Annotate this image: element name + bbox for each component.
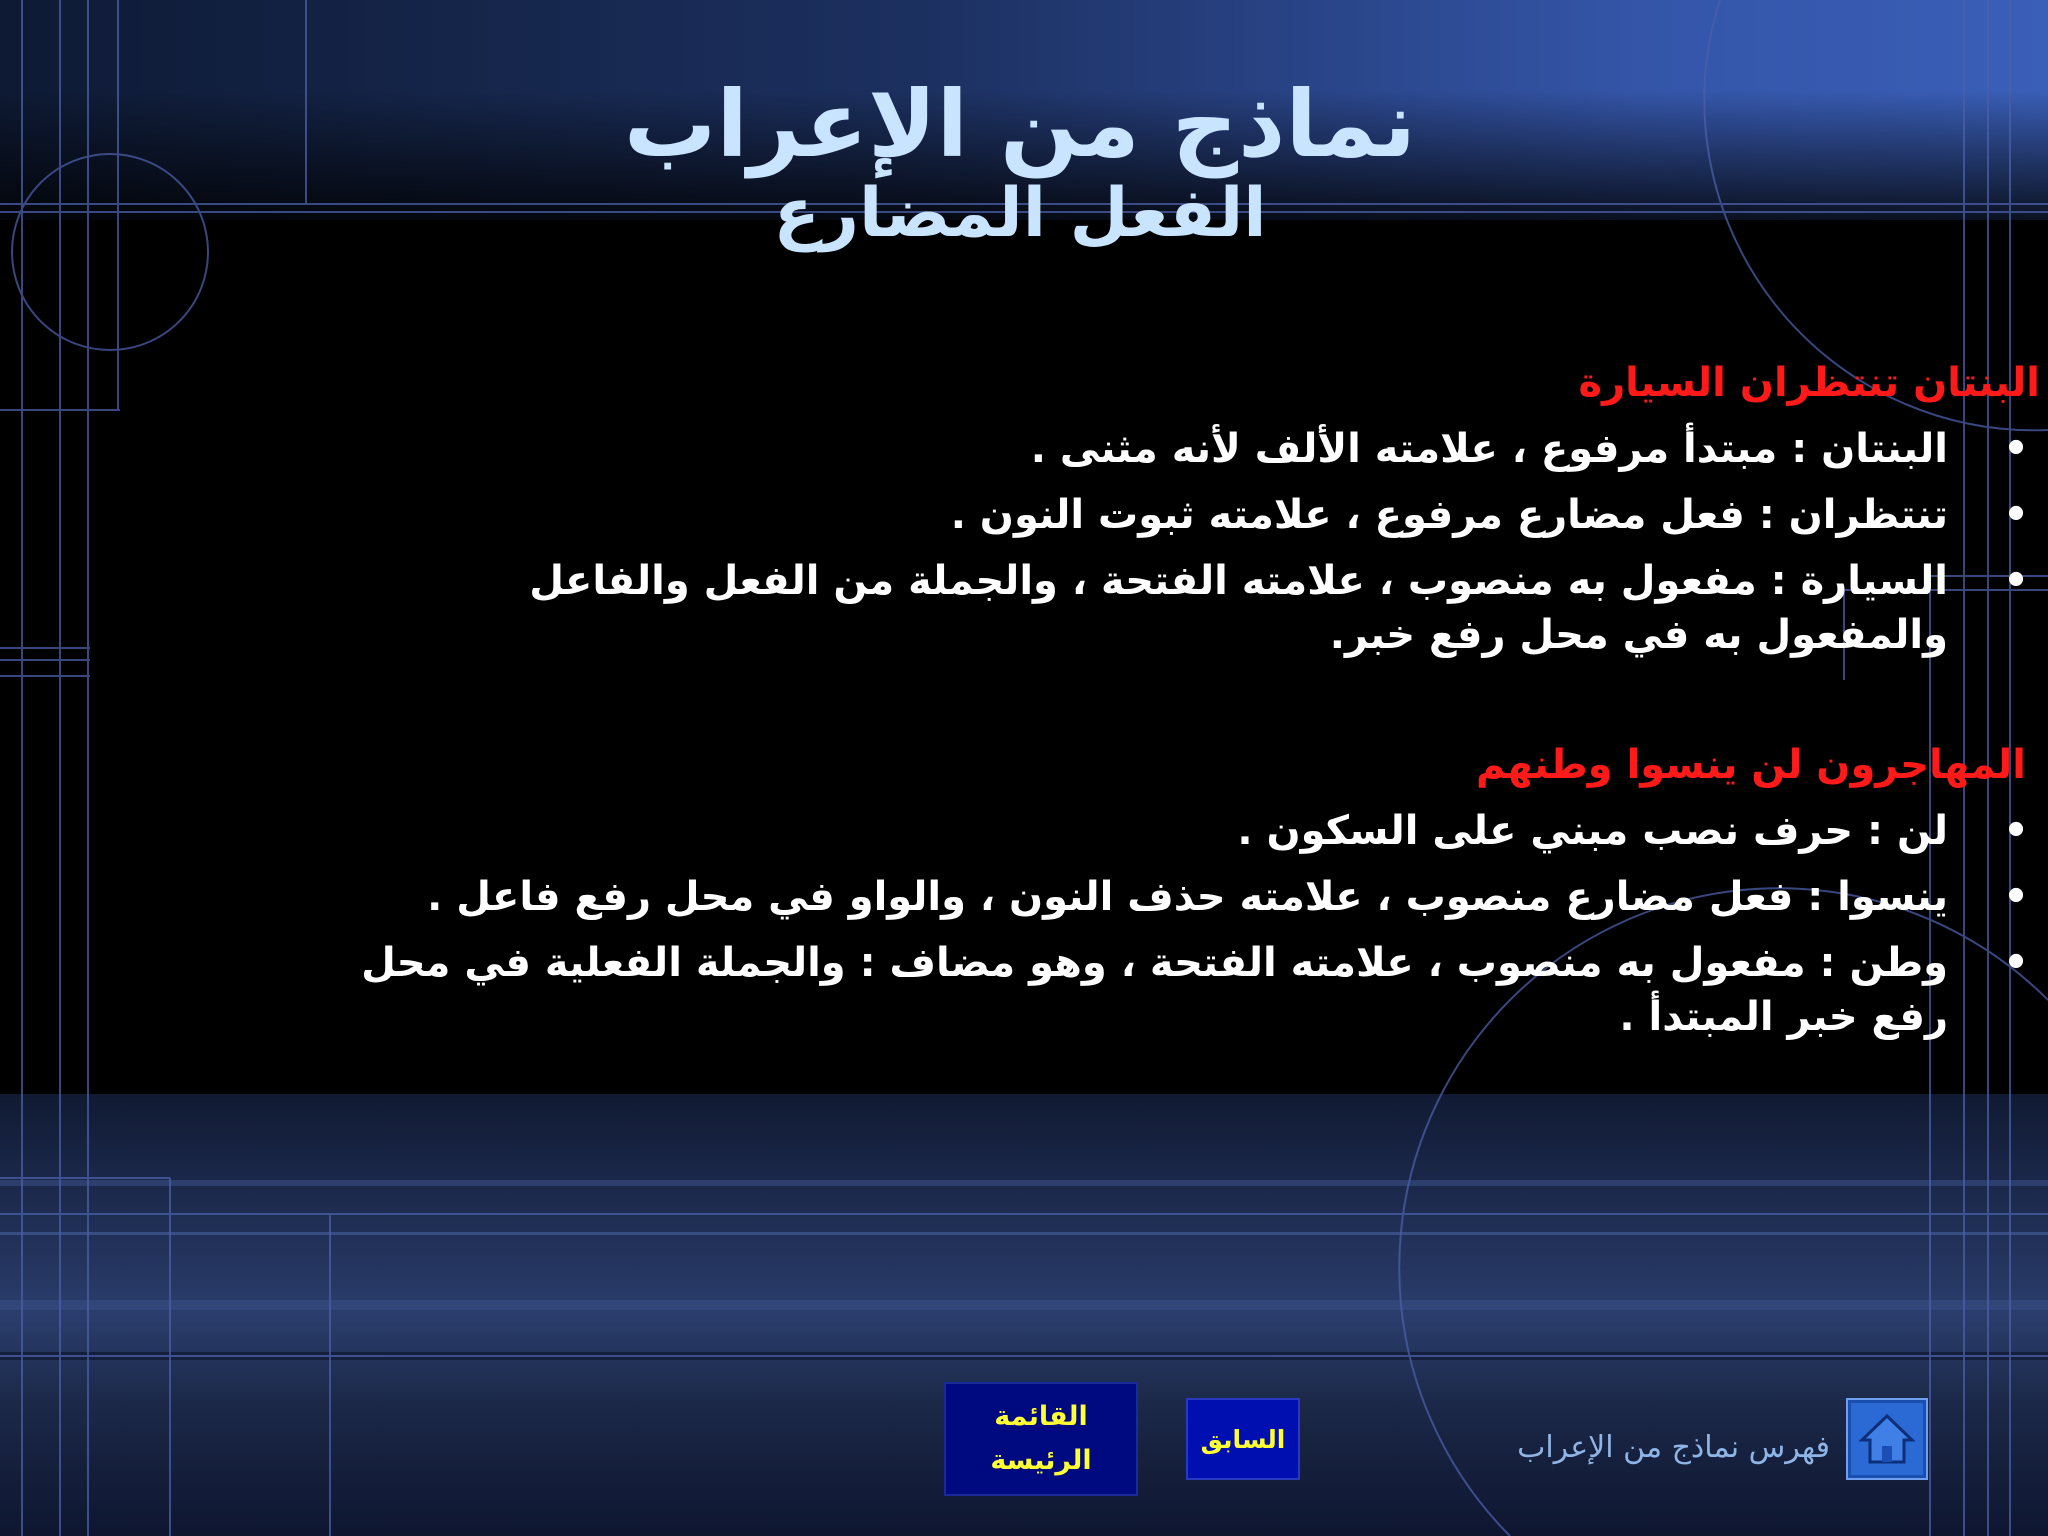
list-item-text: البنتان : مبتدأ مرفوع ، علامته الألف لأنه مثنى . xyxy=(1030,426,1948,472)
bullet-icon: • xyxy=(2003,940,2029,986)
main-menu-button[interactable] xyxy=(944,1382,1138,1496)
section-heading: المهاجرون لن ينسوا وطنهم xyxy=(1476,742,2026,788)
list-item xyxy=(372,870,2036,924)
list-item xyxy=(372,554,2036,662)
list-item xyxy=(372,804,2036,858)
list-item-text: وطن : مفعول به منصوب ، علامته الفتحة ، وهو مضاف : والجملة الفعلية في محل رفع خبر المبتدأ . xyxy=(361,940,1948,1040)
list-item-text: السيارة : مفعول به منصوب ، علامته الفتحة ، والجملة من الفعل والفاعل والمفعول به في محل رفع خبر. xyxy=(529,558,1948,658)
bullet-list xyxy=(372,422,2036,662)
previous-button-label: السابق xyxy=(1200,1424,1286,1454)
index-link[interactable]: فهرس نماذج من الإعراب xyxy=(1517,1430,1830,1465)
title-block xyxy=(300,70,1740,254)
home-icon xyxy=(1858,1410,1916,1468)
list-item-text: تنتظران : فعل مضارع مرفوع ، علامته ثبوت النون . xyxy=(950,492,1948,538)
slide-subtitle: الفعل المضارع xyxy=(773,174,1267,253)
section-2 xyxy=(361,738,2048,1044)
section-1 xyxy=(372,356,2048,662)
main-menu-label-line2: الرئيسة xyxy=(990,1445,1092,1476)
slide-title: نماذج من الإعراب xyxy=(623,71,1417,178)
bullet-icon: • xyxy=(2003,426,2029,472)
bullet-icon: • xyxy=(2003,808,2029,854)
list-item xyxy=(372,422,2036,476)
list-item-text: ينسوا : فعل مضارع منصوب ، علامته حذف النون ، والواو في محل رفع فاعل . xyxy=(427,874,1948,920)
bullet-icon: • xyxy=(2003,492,2029,538)
previous-button[interactable] xyxy=(1186,1398,1300,1480)
bullet-list xyxy=(361,804,2036,1044)
list-item-text: لن : حرف نصب مبني على السكون . xyxy=(1237,808,1948,854)
main-menu-label-line1: القائمة xyxy=(994,1401,1088,1432)
list-item xyxy=(361,936,2036,1044)
list-item xyxy=(372,488,2036,542)
bullet-icon: • xyxy=(2003,558,2029,604)
home-button[interactable] xyxy=(1846,1398,1928,1480)
bullet-icon: • xyxy=(2003,874,2029,920)
section-heading: البنتان تنتظران السيارة xyxy=(1578,360,2040,406)
